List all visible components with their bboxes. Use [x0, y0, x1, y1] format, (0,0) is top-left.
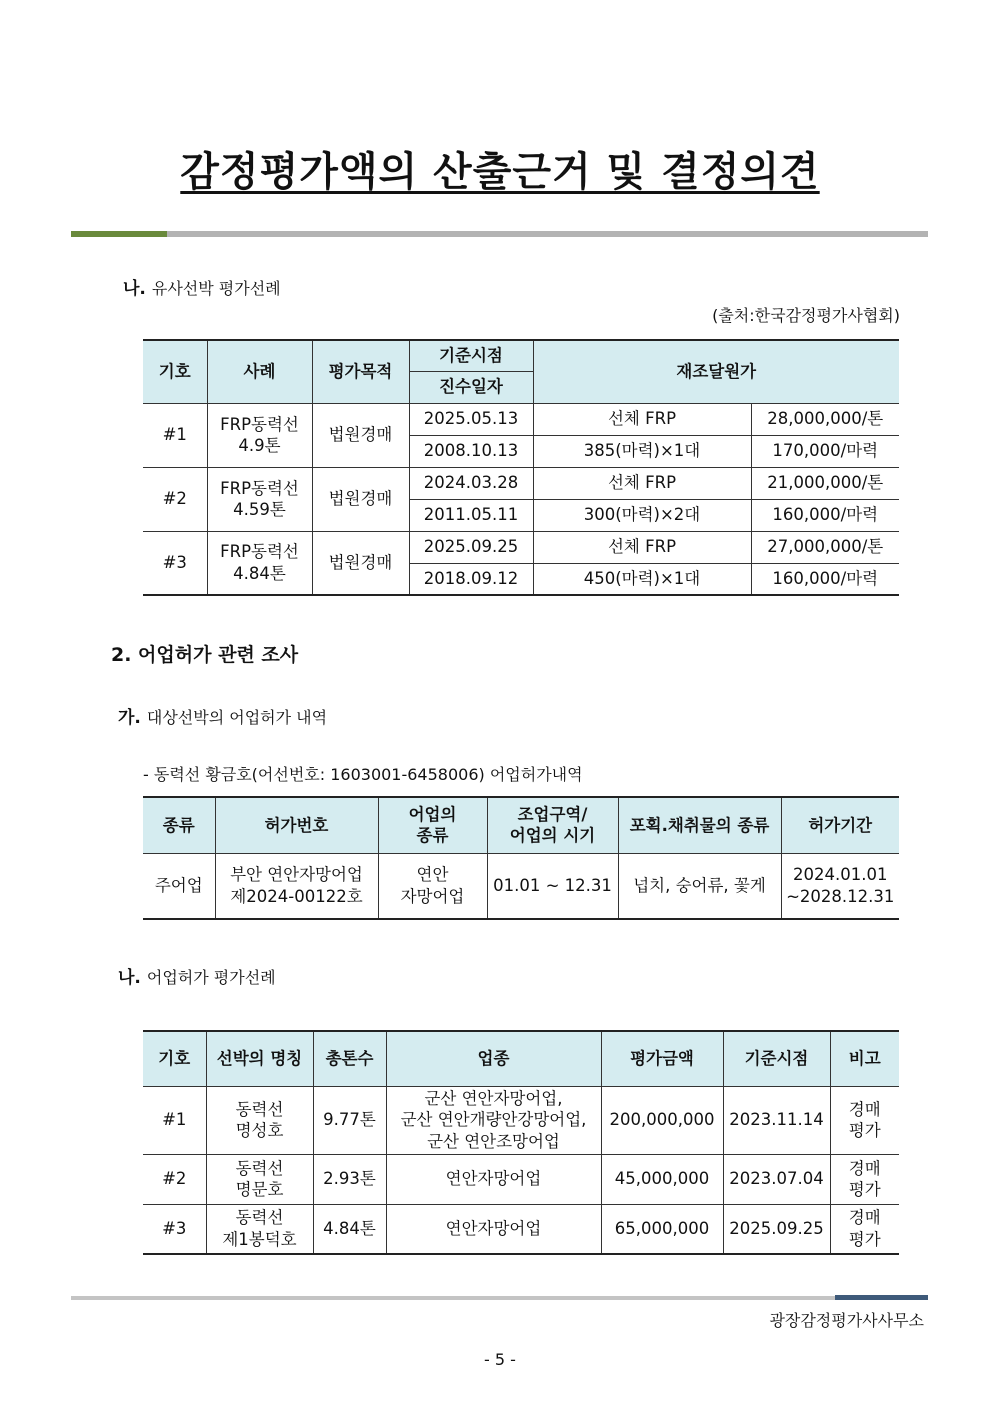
- cell-launch-date: 2008.10.13: [409, 435, 533, 467]
- cell-vessel-name: 동력선 제1봉덕호: [206, 1204, 313, 1254]
- header-business: 업종: [386, 1031, 601, 1086]
- cell-base-date: 2025.09.25: [409, 531, 533, 563]
- cell-engine-item: 300(마력)×2대: [533, 499, 751, 531]
- cell-permit-no: 부안 연안자망어업 제2024-00122호: [215, 853, 378, 919]
- fishing-permit-table: [143, 796, 899, 920]
- cell-business: 연안자망어업: [386, 1204, 601, 1254]
- footer-divider-accent: [835, 1295, 928, 1300]
- header-tonnage: 총톤수: [313, 1031, 386, 1086]
- table-row: [143, 1154, 899, 1204]
- cell-case: FRP동력선 4.59톤: [207, 467, 312, 531]
- cell-engine-price: 160,000/마력: [751, 499, 899, 531]
- page-number: - 5 -: [484, 1350, 516, 1369]
- header-base-date: 기준시점: [723, 1031, 830, 1086]
- header-launch-date: 진수일자: [409, 371, 533, 403]
- cell-amount: 45,000,000: [601, 1154, 723, 1204]
- cell-base-date: 2023.11.14: [723, 1086, 830, 1154]
- cell-amount: 65,000,000: [601, 1204, 723, 1254]
- cell-note: 경매 평가: [830, 1086, 899, 1154]
- title-divider: [71, 231, 928, 237]
- cell-purpose: 법원경매: [312, 403, 409, 467]
- header-purpose: 평가목적: [312, 340, 409, 403]
- title-divider-accent: [71, 231, 167, 237]
- table-row: [143, 1086, 899, 1154]
- header-zone: 조업구역/ 어업의 시기: [487, 797, 618, 853]
- cell-tonnage: 9.77톤: [313, 1086, 386, 1154]
- footer-divider: [71, 1296, 928, 1300]
- cell-no: #3: [143, 531, 207, 595]
- cell-no: #2: [143, 1154, 206, 1204]
- cell-engine-price: 170,000/마력: [751, 435, 899, 467]
- section-marker: 나.: [118, 968, 141, 988]
- cell-amount: 200,000,000: [601, 1086, 723, 1154]
- cell-engine-item: 450(마력)×1대: [533, 563, 751, 595]
- cell-engine-item: 385(마력)×1대: [533, 435, 751, 467]
- cell-catch: 넙치, 숭어류, 꽃게: [618, 853, 781, 919]
- cell-no: #1: [143, 403, 207, 467]
- cell-business: 연안자망어업: [386, 1154, 601, 1204]
- cell-note: 경매 평가: [830, 1204, 899, 1254]
- cell-tonnage: 4.84톤: [313, 1204, 386, 1254]
- section-heading-similar-cases: [123, 274, 281, 299]
- similar-vessel-cases-table: [143, 339, 899, 596]
- header-case: 사례: [207, 340, 312, 403]
- cell-case: FRP동력선 4.84톤: [207, 531, 312, 595]
- table-row: [143, 531, 899, 563]
- header-permit-no: 허가번호: [215, 797, 378, 853]
- header-amount: 평가금액: [601, 1031, 723, 1086]
- header-base-date: 기준시점: [409, 340, 533, 371]
- cell-hull-item: 선체 FRP: [533, 531, 751, 563]
- section-heading-target-permit: [118, 703, 327, 728]
- cell-hull-price: 28,000,000/톤: [751, 403, 899, 435]
- section-marker: 가.: [118, 708, 141, 728]
- cell-note: 경매 평가: [830, 1154, 899, 1204]
- section-heading-permit-cases: [118, 963, 276, 988]
- section-text: 유사선박 평가선례: [151, 279, 281, 298]
- cell-vessel-name: 동력선 명문호: [206, 1154, 313, 1204]
- cell-base-date: 2025.05.13: [409, 403, 533, 435]
- header-catch: 포획.채취물의 종류: [618, 797, 781, 853]
- cell-base-date: 2025.09.25: [723, 1204, 830, 1254]
- cell-case: FRP동력선 4.9톤: [207, 403, 312, 467]
- cell-launch-date: 2018.09.12: [409, 563, 533, 595]
- cell-tonnage: 2.93톤: [313, 1154, 386, 1204]
- cell-launch-date: 2011.05.11: [409, 499, 533, 531]
- cell-type: 주어업: [143, 853, 215, 919]
- header-note: 비고: [830, 1031, 899, 1086]
- table-row: [143, 403, 899, 435]
- header-period: 허가기간: [781, 797, 899, 853]
- cell-fishery-type: 연안 자망어업: [378, 853, 487, 919]
- header-replacement-cost: 재조달원가: [533, 340, 899, 403]
- cell-vessel-name: 동력선 명성호: [206, 1086, 313, 1154]
- cell-hull-item: 선체 FRP: [533, 403, 751, 435]
- cell-hull-price: 21,000,000/톤: [751, 467, 899, 499]
- table-row: [143, 853, 899, 919]
- cell-hull-price: 27,000,000/톤: [751, 531, 899, 563]
- header-type: 종류: [143, 797, 215, 853]
- cell-base-date: 2024.03.28: [409, 467, 533, 499]
- cell-zone: 01.01 ~ 12.31: [487, 853, 618, 919]
- cell-base-date: 2023.07.04: [723, 1154, 830, 1204]
- cell-hull-item: 선체 FRP: [533, 467, 751, 499]
- cell-purpose: 법원경매: [312, 531, 409, 595]
- cell-no: #1: [143, 1086, 206, 1154]
- table-row: [143, 1204, 899, 1254]
- cell-purpose: 법원경매: [312, 467, 409, 531]
- header-no: 기호: [143, 340, 207, 403]
- header-fishery-type: 어업의 종류: [378, 797, 487, 853]
- fishing-permit-cases-table: [143, 1030, 899, 1255]
- section-marker: 나.: [123, 279, 146, 299]
- cell-no: #3: [143, 1204, 206, 1254]
- cell-period: 2024.01.01 ~2028.12.31: [781, 853, 899, 919]
- section-text: 대상선박의 어업허가 내역: [146, 708, 328, 727]
- header-no: 기호: [143, 1031, 206, 1086]
- cell-engine-price: 160,000/마력: [751, 563, 899, 595]
- section-2-heading: 2. 어업허가 관련 조사: [111, 644, 299, 666]
- table-row: [143, 467, 899, 499]
- page-title: 감정평가액의 산출근거 및 결정의견: [180, 149, 820, 195]
- company-name: 광장감정평가사사무소: [769, 1311, 924, 1330]
- header-vessel-name: 선박의 명칭: [206, 1031, 313, 1086]
- cell-no: #2: [143, 467, 207, 531]
- vessel-note: - 동력선 황금호(어선번호: 1603001-6458006) 어업허가내역: [143, 765, 583, 784]
- cell-business: 군산 연안자망어업, 군산 연안개량안강망어업, 군산 연안조망어업: [386, 1086, 601, 1154]
- source-note: (출처:한국감정평가사협회): [712, 306, 900, 325]
- section-text: 어업허가 평가선례: [146, 968, 276, 987]
